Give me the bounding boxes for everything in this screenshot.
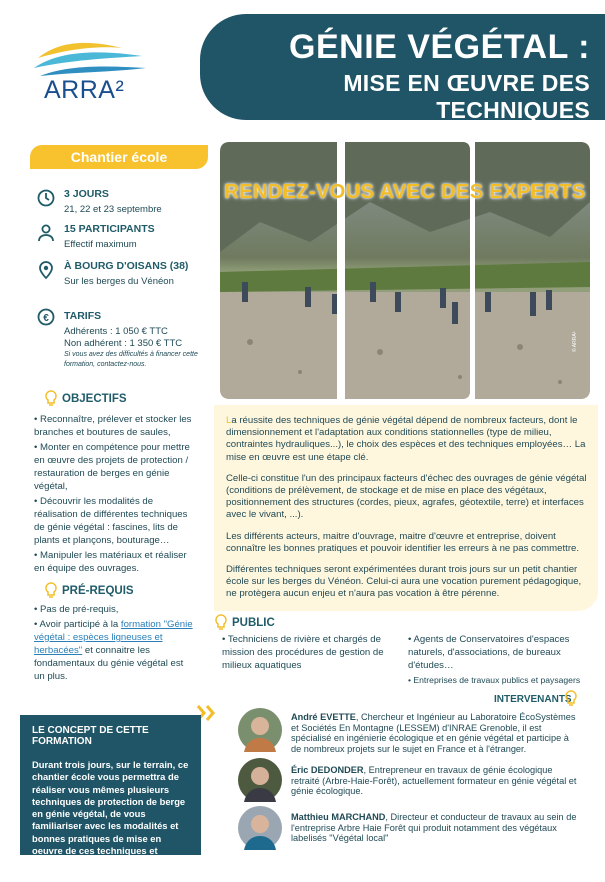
- audience-right: [408, 633, 596, 689]
- euro-icon: [36, 307, 56, 327]
- page-subtitle: MISE EN ŒUVRE DES TECHNIQUES: [343, 70, 590, 123]
- lightbulb-icon: [564, 690, 578, 708]
- intro-paragraph: Différentes techniques seront expérimentées durant trois jours sur un petit chantier école sur les berges du Vénéon. Celui-ci aura une vocation purement pédagogique, ne protègera aucun enjeu et n'aura pas vocation à être pérenne.: [226, 564, 582, 600]
- concept-body: Durant trois jours, sur le terrain, ce chantier école vous permettra de réaliser vous mêmes plusieurs techniques de protection de berge en génie végétal, de vous familiariser avec les modalités et bonnes pratiques de mise en oeuvre de ces techniques et d'identifier les erreurs à ne pas commettre.: [32, 759, 189, 881]
- objectives-title: OBJECTIFS: [62, 393, 127, 405]
- participants-title: 15 PARTICIPANTS: [64, 223, 155, 235]
- lightbulb-icon: [214, 614, 228, 632]
- duration-title: 3 JOURS: [64, 188, 109, 200]
- list-item: • Entreprises de travaux publics et paysagers: [408, 675, 581, 685]
- speaker-2: Éric DEDONDER, Entrepreneur en travaux de génie écologique retraité (Arbre-Haie-Forêt), actuellement formateur en génie végétal et génie écologique.: [291, 765, 577, 796]
- concept-title: LE CONCEPT DE CETTE FORMATION: [32, 725, 149, 747]
- prerequisites-title: PRÉ-REQUIS: [62, 585, 134, 597]
- photo-credit: © ARRA²: [572, 331, 578, 352]
- training-link[interactable]: formation "Génie végétal : espèces ligneuses et herbacées": [34, 619, 193, 656]
- speaker-3: Matthieu MARCHAND, Directeur et conducteur de travaux au sein de l'entreprise Arbre Haie Forêt qui produit notamment des végétaux labelisés "Végétal local": [291, 812, 577, 843]
- prerequisites-list: [34, 603, 194, 685]
- pricing-title: TARIFS: [64, 310, 102, 322]
- clock-icon: [36, 188, 56, 208]
- pricing-note-2: formation, contactez-nous.: [64, 361, 147, 368]
- pricing-nonmembers: Non adhérent : 1 350 € TTC: [64, 338, 183, 349]
- lightbulb-icon: [44, 582, 58, 600]
- list-item: • Pas de pré-requis,: [34, 604, 119, 615]
- participants-sub: Effectif maximum: [64, 239, 137, 250]
- list-item: • Avoir participé à la formation "Génie végétal : espèces ligneuses et herbacées" et connaitre les fondamentaux du génie végétal est un plus.: [34, 619, 193, 682]
- list-item: • Techniciens de rivière et chargés de mission des procédures de gestion de milieux aquatiques: [222, 634, 384, 671]
- pricing-members: Adhérents : 1 050 € TTC: [64, 326, 168, 337]
- list-item: • Découvrir les modalités de réalisation de différentes techniques de génie végétal : fascines, lits de plants et plançons, bouturage…: [34, 496, 188, 546]
- person-icon: [36, 223, 56, 243]
- page-title: GÉNIE VÉGÉTAL :: [289, 28, 590, 66]
- map-pin-icon: [36, 260, 56, 280]
- duration-dates: 21, 22 et 23 septembre: [64, 204, 162, 215]
- list-item: • Manipuler les matériaux et réaliser en équipe des ouvrages.: [34, 550, 187, 574]
- avatar: [238, 758, 282, 802]
- objectives-list: [34, 413, 194, 577]
- location-sub: Sur les berges du Vénéon: [64, 276, 174, 287]
- pricing-note-1: Si vous avez des difficultés à financer cette: [64, 351, 198, 358]
- intro-paragraph: La réussite des techniques de génie végétal dépend de nombreux facteurs, dont le dimensionnement et l'adaptation aux conditions stationnelles (type de milieu, contraintes hydrauliques...), le choix des espèces et des techniques employées… La mise en œuvre est une étape clé.: [226, 415, 586, 463]
- concept-box: [20, 715, 201, 881]
- avatar: [238, 708, 282, 752]
- speakers-title: INTERVENANTS: [494, 694, 572, 705]
- location-title: À BOURG D'OISANS (38): [64, 260, 189, 272]
- intro-paragraph: Les différents acteurs, maitre d'ouvrage, maitre d'œuvre et entreprise, doivent connaître les bonnes pratiques et pouvoir identifier les erreurs à ne pas commettre.: [226, 530, 580, 554]
- category-tag: Chantier école: [30, 145, 208, 169]
- list-item: • Monter en compétence pour mettre en œuvre des projets de protection / restauration de berges en génie végétal,: [34, 442, 190, 492]
- list-item: • Agents de Conservatoires d'espaces naturels, d'associations, de bureaux d'études…: [408, 634, 570, 671]
- list-item: • Reconnaître, prélever et stocker les branches et boutures de saules,: [34, 414, 192, 438]
- intro-box: [214, 405, 598, 611]
- audience-title: PUBLIC: [232, 617, 275, 629]
- speaker-1: André EVETTE, Chercheur et Ingénieur au Laboratoire ÉcoSystèmes et Sociétés En Montagne (LESSEM) d'INRAE Grenoble, il est spécialisé en ingénierie écologique et en génie végétal et participe à de nombreux projets sur le sujet en France et à l'étranger.: [291, 712, 576, 754]
- logo-text: ARRA²: [44, 76, 125, 104]
- intro-paragraph: Celle-ci constitue l'un des principaux facteurs d'échec des ouvrages de génie végétal (conditions de prélèvement, de stockage et de mise en place des végétaux, positionnement des structures (cordes, pieux, agrafes, géotextile, terre) et interfaces avec le vivant, ...).: [226, 472, 587, 521]
- svg-text:€: €: [43, 313, 49, 324]
- photo-banner: RENDEZ-VOUS AVEC DES EXPERTS: [224, 181, 586, 203]
- lightbulb-icon: [44, 390, 58, 408]
- avatar: [238, 806, 282, 850]
- audience-left: [222, 633, 400, 674]
